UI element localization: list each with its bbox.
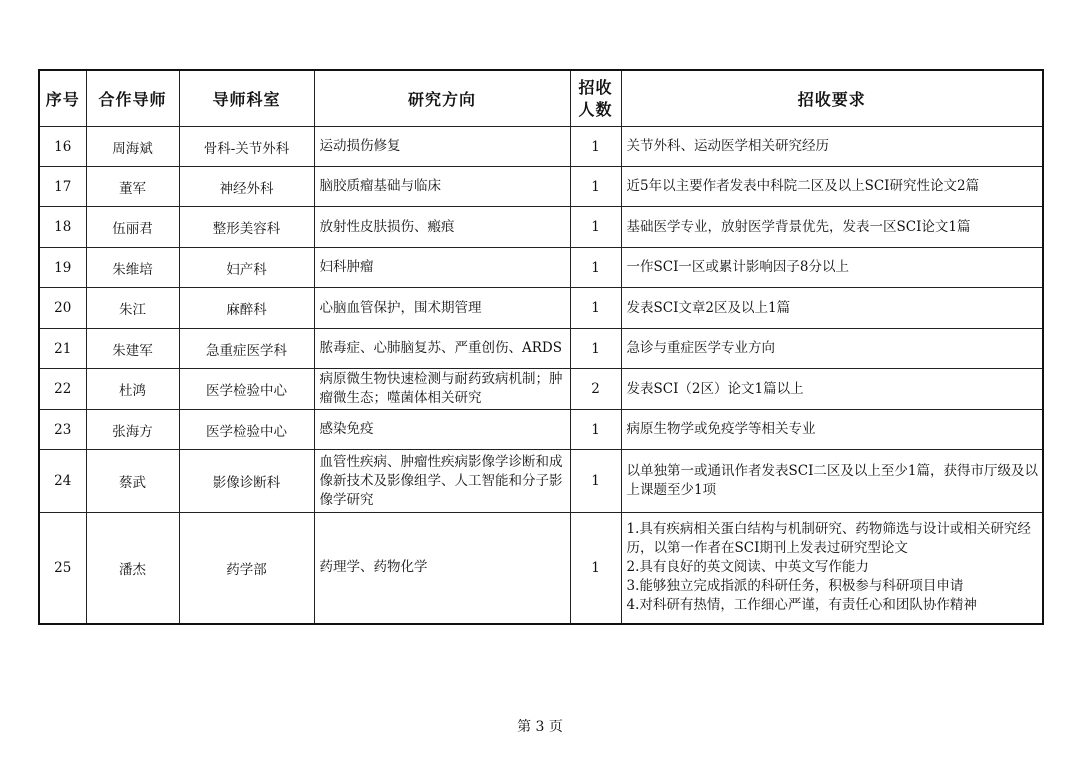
cell-dept: 影像诊断科 xyxy=(179,450,314,513)
cell-mentor: 伍丽君 xyxy=(86,207,179,248)
cell-seq: 19 xyxy=(39,248,86,288)
cell-mentor: 朱江 xyxy=(86,288,179,329)
cell-seq: 21 xyxy=(39,329,86,369)
cell-seq: 17 xyxy=(39,167,86,207)
requirement-line: 1.具有疾病相关蛋白结构与机制研究、药物筛选与设计或相关研究经历，以第一作者在SCI期刊上发表过研究型论文 xyxy=(626,521,1031,557)
table-row xyxy=(39,513,1043,624)
cell-requirement xyxy=(621,329,1043,369)
requirement-line: 病原生物学或免疫学等相关专业 xyxy=(626,421,816,437)
cell-dept: 整形美容科 xyxy=(179,207,314,248)
cell-seq: 18 xyxy=(39,207,86,248)
cell-count: 1 xyxy=(570,410,621,450)
cell-seq: 16 xyxy=(39,127,86,167)
cell-direction: 放射性皮肤损伤、瘢痕 xyxy=(314,207,570,248)
cell-requirement xyxy=(621,127,1043,167)
header-requirement: 招收要求 xyxy=(621,70,1043,127)
cell-direction: 血管性疾病、肿瘤性疾病影像学诊断和成像新技术及影像组学、人工智能和分子影像学研究 xyxy=(314,450,570,513)
cell-dept: 妇产科 xyxy=(179,248,314,288)
cell-dept: 神经外科 xyxy=(179,167,314,207)
header-count-line1: 招收 xyxy=(578,77,613,97)
cell-requirement xyxy=(621,410,1043,450)
cell-direction: 脑胶质瘤基础与临床 xyxy=(314,167,570,207)
cell-count: 1 xyxy=(570,513,621,624)
table-row xyxy=(39,288,1043,329)
cell-count: 1 xyxy=(570,167,621,207)
cell-direction: 运动损伤修复 xyxy=(314,127,570,167)
table-row xyxy=(39,167,1043,207)
cell-seq: 25 xyxy=(39,513,86,624)
cell-direction: 感染免疫 xyxy=(314,410,570,450)
cell-requirement xyxy=(621,288,1043,329)
requirement-line: 2.具有良好的英文阅读、中英文写作能力 xyxy=(626,559,869,576)
cell-count: 1 xyxy=(570,127,621,167)
cell-requirement xyxy=(621,207,1043,248)
table-row xyxy=(39,248,1043,288)
table-row xyxy=(39,410,1043,450)
header-dept: 导师科室 xyxy=(179,70,314,127)
recruitment-table xyxy=(38,69,1044,625)
cell-requirement xyxy=(621,248,1043,288)
requirement-line: 3.能够独立完成指派的科研任务，积极参与科研项目申请 xyxy=(626,578,964,595)
table-row xyxy=(39,329,1043,369)
table-body xyxy=(39,127,1043,624)
requirement-line: 4.对科研有热情，工作细心严谨，有责任心和团队协作精神 xyxy=(626,597,977,614)
cell-direction: 脓毒症、心肺脑复苏、严重创伤、ARDS xyxy=(314,329,570,369)
cell-mentor: 周海斌 xyxy=(86,127,179,167)
header-row xyxy=(39,70,1043,127)
cell-count: 2 xyxy=(570,369,621,410)
requirement-line: 发表SCI（2区）论文1篇以上 xyxy=(626,380,804,397)
cell-dept: 骨科-关节外科 xyxy=(179,127,314,167)
cell-dept: 医学检验中心 xyxy=(179,410,314,450)
cell-requirement xyxy=(621,513,1043,624)
cell-requirement xyxy=(621,450,1043,513)
cell-mentor: 张海方 xyxy=(86,410,179,450)
header-seq: 序号 xyxy=(39,70,86,127)
header-mentor: 合作导师 xyxy=(86,70,179,127)
requirement-line: 基础医学专业，放射医学背景优先，发表一区SCI论文1篇 xyxy=(626,218,971,235)
cell-count: 1 xyxy=(570,288,621,329)
cell-mentor: 董军 xyxy=(86,167,179,207)
table-row xyxy=(39,207,1043,248)
requirement-line: 一作SCI一区或累计影响因子8分以上 xyxy=(626,259,849,275)
cell-requirement xyxy=(621,167,1043,207)
cell-seq: 23 xyxy=(39,410,86,450)
cell-count: 1 xyxy=(570,329,621,369)
requirement-line: 近5年以主要作者发表中科院二区及以上SCI研究性论文2篇 xyxy=(626,178,980,194)
requirement-line: 以单独第一或通讯作者发表SCI二区及以上至少1篇，获得市厅级及以上课题至少1项 xyxy=(626,463,1038,498)
cell-dept: 药学部 xyxy=(179,513,314,624)
cell-seq: 24 xyxy=(39,450,86,513)
cell-count: 1 xyxy=(570,248,621,288)
header-count-line2: 人数 xyxy=(578,99,613,119)
cell-dept: 急重症医学科 xyxy=(179,329,314,369)
cell-mentor: 潘杰 xyxy=(86,513,179,624)
cell-direction: 病原微生物快速检测与耐药致病机制；肿瘤微生态；噬菌体相关研究 xyxy=(314,369,570,410)
header-direction: 研究方向 xyxy=(314,70,570,127)
cell-seq: 22 xyxy=(39,369,86,410)
cell-mentor: 朱维培 xyxy=(86,248,179,288)
requirement-line: 发表SCI文章2区及以上1篇 xyxy=(626,299,791,316)
requirement-line: 急诊与重症医学专业方向 xyxy=(626,340,775,356)
header-count xyxy=(570,70,621,127)
requirement-line: 关节外科、运动医学相关研究经历 xyxy=(626,138,829,154)
cell-direction: 药理学、药物化学 xyxy=(314,513,570,624)
cell-count: 1 xyxy=(570,450,621,513)
cell-mentor: 蔡武 xyxy=(86,450,179,513)
cell-count: 1 xyxy=(570,207,621,248)
table-row xyxy=(39,450,1043,513)
page-number: 第 3 页 xyxy=(517,719,563,735)
cell-mentor: 杜鸿 xyxy=(86,369,179,410)
cell-seq: 20 xyxy=(39,288,86,329)
cell-dept: 麻醉科 xyxy=(179,288,314,329)
table-row xyxy=(39,127,1043,167)
cell-direction: 妇科肿瘤 xyxy=(314,248,570,288)
cell-direction: 心脑血管保护，围术期管理 xyxy=(314,288,570,329)
cell-dept: 医学检验中心 xyxy=(179,369,314,410)
cell-requirement xyxy=(621,369,1043,410)
table-row xyxy=(39,369,1043,410)
cell-mentor: 朱建军 xyxy=(86,329,179,369)
